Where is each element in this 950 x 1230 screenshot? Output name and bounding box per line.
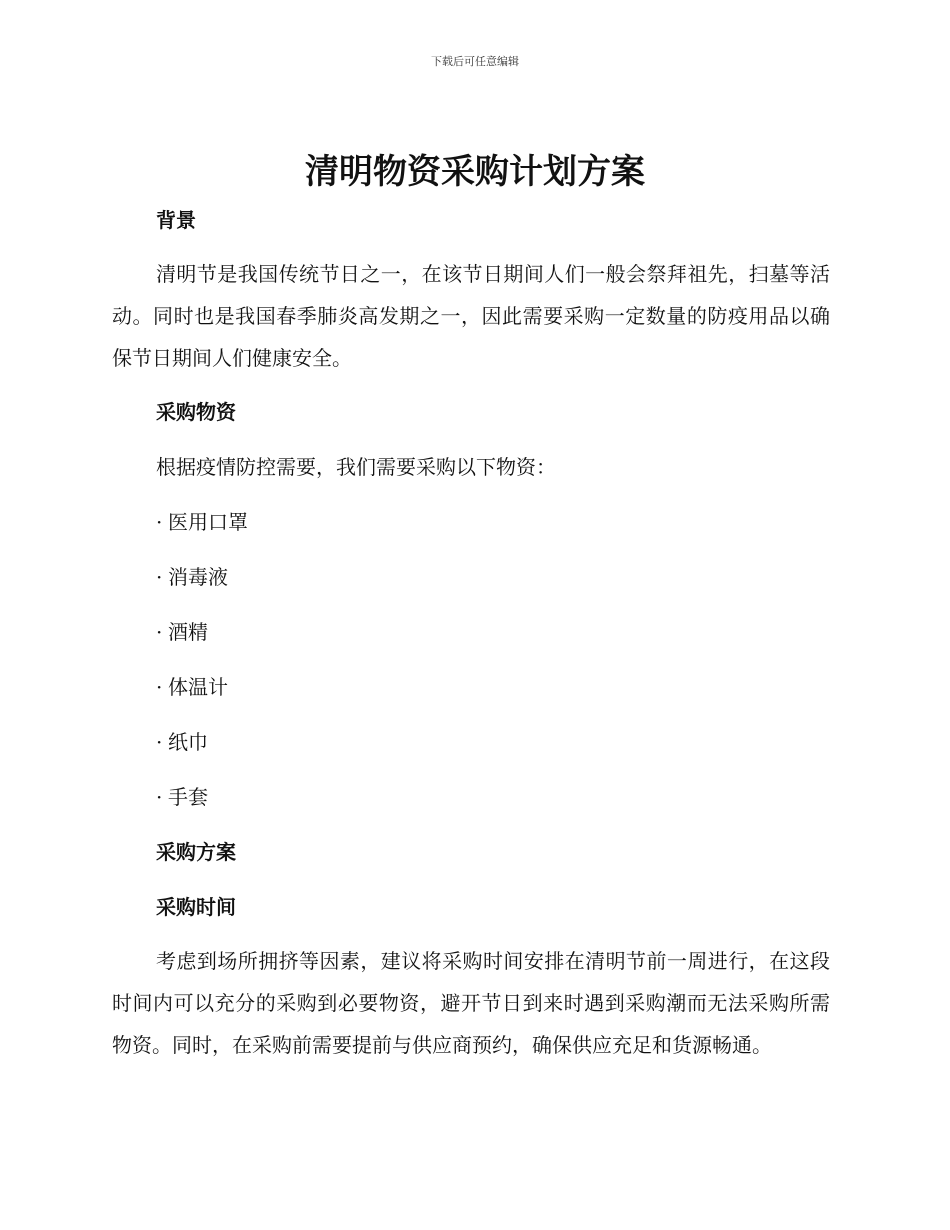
document-body — [112, 198, 830, 1066]
bullet-mark: · — [156, 510, 163, 534]
list-item — [112, 555, 830, 599]
list-item — [112, 665, 830, 709]
bullet-mark: · — [156, 785, 163, 809]
paragraph-background: 清明节是我国传统节日之一，在该节日期间人们一般会祭拜祖先，扫墓等活动。同时也是我国春季肺炎高发期之一，因此需要采购一定数量的防疫用品以确保节日期间人们健康安全。 — [112, 262, 830, 370]
list-item — [112, 720, 830, 764]
list-item-text: 手套 — [168, 785, 208, 809]
materials-list — [112, 500, 830, 819]
list-item-text: 体温计 — [168, 675, 228, 699]
header-note: 下载后可任意编辑 — [431, 55, 519, 68]
list-item — [112, 610, 830, 654]
list-item-text: 消毒液 — [168, 565, 228, 589]
list-item-text: 医用口罩 — [168, 510, 248, 534]
paragraph-purchase-time: 考虑到场所拥挤等因素，建议将采购时间安排在清明节前一周进行，在这段时间内可以充分的采购到必要物资，避开节日到来时遇到采购潮而无法采购所需物资。同时，在采购前需要提前与供应商预约，确保供应充足和货源畅通。 — [112, 949, 830, 1057]
list-item — [112, 500, 830, 544]
bullet-mark: · — [156, 675, 163, 699]
bullet-mark: · — [156, 730, 163, 754]
bullet-mark: · — [156, 565, 163, 589]
heading-materials: 采购物资 — [156, 400, 236, 424]
materials-intro: 根据疫情防控需要，我们需要采购以下物资： — [156, 455, 556, 479]
list-item-text: 酒精 — [168, 620, 208, 644]
heading-plan: 采购方案 — [156, 840, 236, 864]
heading-background: 背景 — [156, 208, 196, 232]
heading-purchase-time: 采购时间 — [156, 895, 236, 919]
document-title: 清明物资采购计划方案 — [305, 152, 645, 192]
list-item-text: 纸巾 — [168, 730, 208, 754]
list-item — [112, 775, 830, 819]
bullet-mark: · — [156, 620, 163, 644]
